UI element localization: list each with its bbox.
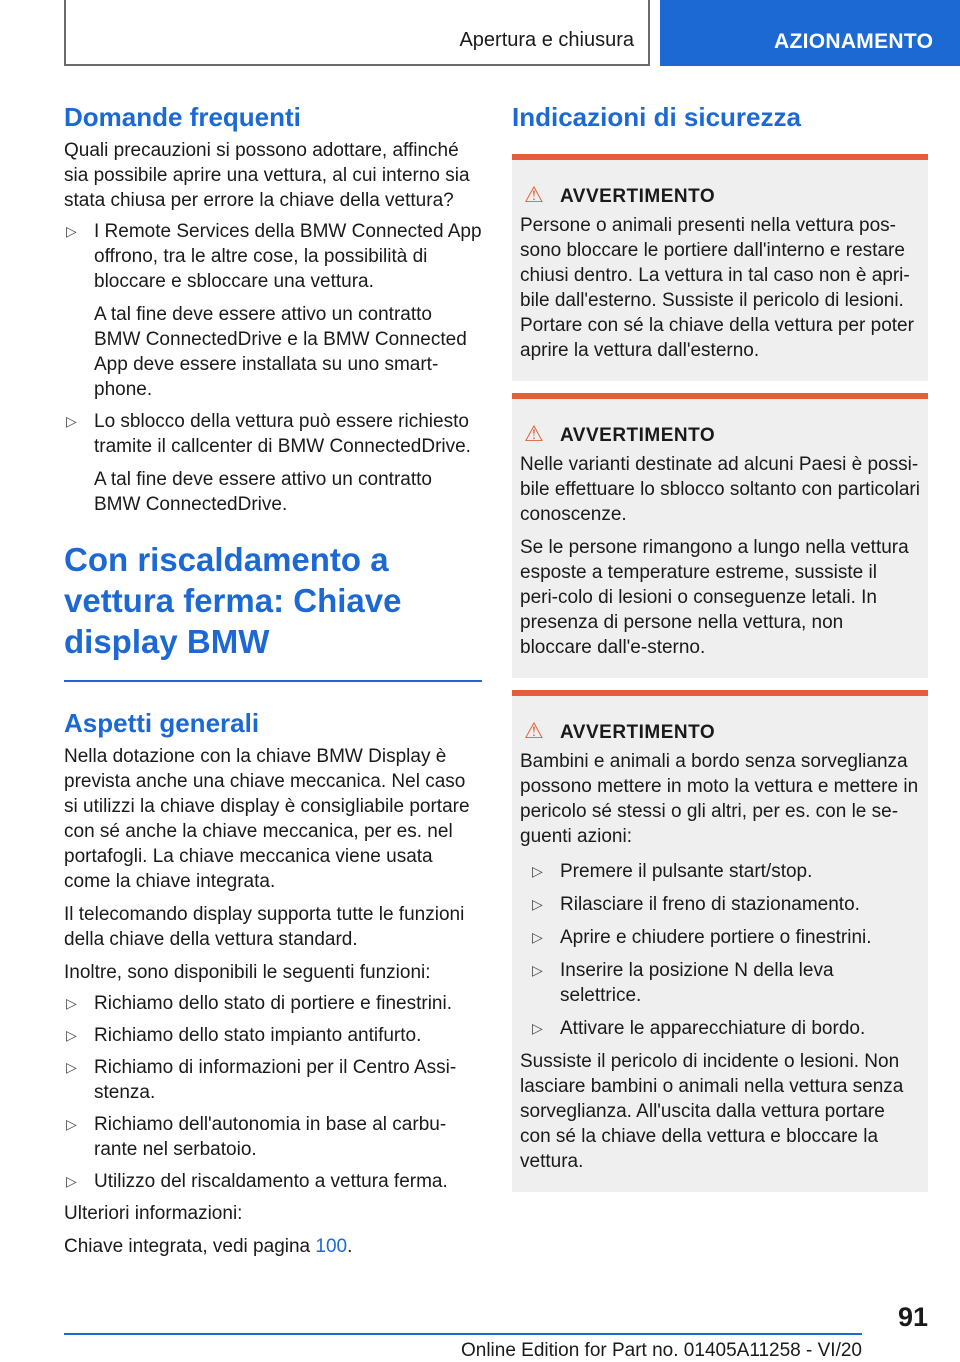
list-item: ▷ Premere il pulsante start/stop. [532,861,813,882]
warning-text: Sussiste il pericolo di incidente o lesioni. Non lasciare bambini o animali nella vettura senza sorveglianza. All'uscita dalla vettura portare con sé la chiave della vettura e bloccare la vettura. [520,1051,904,1172]
general-paragraph: Il telecomando display supporta tutte le funzioni della chiave della vettura standard. [64,904,465,950]
chapter-tab[interactable]: AZIONAMENTO [660,0,960,66]
triangle-bullet-icon: ▷ [532,863,543,879]
triangle-bullet-icon: ▷ [532,1020,543,1036]
header-frame [64,0,650,66]
footer-divider [64,1333,862,1335]
triangle-bullet-icon: ▷ [532,896,543,912]
warning-title: ⚠ AVVERTIMENTO [524,421,716,446]
list-item: ▷ Richiamo dello stato impianto antifurto. [66,1025,422,1046]
faq-answer: I Remote Services della BMW Connected App offrono, tra le altre cose, la possibilità di bloccare e sbloccare una vettura. [94,221,482,292]
display-key-heading: Con riscaldamento a vettura ferma: Chiave display BMW [64,541,402,660]
list-item: ▷ Richiamo dell'autonomia in base al carbu-rante nel serbatoio. [66,1114,447,1160]
list-item: ▷ Aprire e chiudere portiere o finestrini. [532,927,872,948]
page-reference: Chiave integrata, vedi pagina 100. [64,1236,353,1257]
triangle-bullet-icon: ▷ [66,1173,77,1189]
general-paragraph: Inoltre, sono disponibili le seguenti funzioni: [64,962,431,983]
warning-box [512,393,928,678]
faq-answer: Lo sblocco della vettura può essere richiesto tramite il callcenter di BMW ConnectedDrive. [94,411,471,457]
list-item: ▷ Attivare le apparecchiature di bordo. [532,1018,866,1039]
list-item: ▷ Rilasciare il freno di stazionamento. [532,894,860,915]
list-item: ▷ Utilizzo del riscaldamento a vettura ferma. [66,1171,448,1192]
faq-list [64,219,482,517]
triangle-bullet-icon: ▷ [532,929,543,945]
triangle-bullet-icon: ▷ [66,995,77,1011]
list-item: ▷ Richiamo di informazioni per il Centro Assi-stenza. [66,1057,457,1103]
general-paragraph: Nella dotazione con la chiave BMW Display è prevista anche una chiave meccanica. Nel caso si utilizzi la chiave display è consigliabile portare con sé anche la chiave meccanica, per es. nel portafogli. La chiave meccanica viene usata come la chiave integrata. [64,746,470,892]
triangle-bullet-icon: ▷ [66,1027,77,1043]
warning-text: Nelle varianti destinate ad alcuni Paesi è possi-bile effettuare lo sblocco soltanto con particolari conoscenze. [520,454,920,525]
faq-question: Quali precauzioni si possono adottare, affinché sia possibile aprire una vettura, al cui interno sia stata chiusa per errore la chiave della vettura? [64,140,470,211]
page-number: 91 [897,1302,928,1332]
warning-triangle-icon: ⚠ [524,421,545,446]
triangle-bullet-icon: ▷ [66,413,77,429]
warning-text: Bambini e animali a bordo senza sorveglianza possono mettere in moto la vettura e mettere in pericolo sé stessi o gli altri, per es. con le se-guenti azioni: [520,751,919,847]
triangle-bullet-icon: ▷ [532,962,543,978]
warning-triangle-icon: ⚠ [524,718,545,743]
faq-note: A tal fine deve essere attivo un contratto BMW ConnectedDrive e la BMW Connected App deve essere installata su uno smart-phone. [94,304,467,400]
left-column [64,100,482,1259]
warning-text: Se le persone rimangono a lungo nella vettura esposte a temperature estreme, sussiste il peri-colo di lesioni o conseguenze letali. In presenza di persone nella vettura, non bloccare dall'e-sterno. [520,537,909,658]
edition-note: Online Edition for Part no. 01405A11258 - VI/20 [460,1340,862,1361]
list-item [64,409,482,517]
triangle-bullet-icon: ▷ [66,223,77,239]
warning-title: ⚠ AVVERTIMENTO [524,718,716,743]
functions-list [64,991,482,1194]
warning-box [512,154,928,381]
triangle-bullet-icon: ▷ [66,1116,77,1132]
list-item: ▷ Inserire la posizione N della leva selettrice. [532,960,834,1006]
list-item: ▷ Richiamo dello stato di portiere e finestrini. [66,993,453,1014]
faq-heading: Domande frequenti [64,102,301,132]
warning-actions-list [520,859,920,1041]
safety-heading: Indicazioni di sicurezza [512,102,801,132]
triangle-bullet-icon: ▷ [66,1059,77,1075]
more-info-label: Ulteriori informazioni: [64,1203,243,1224]
heading-divider [64,680,482,682]
general-heading: Aspetti generali [64,708,260,738]
warning-box [512,690,928,1192]
list-item [64,219,482,402]
section-title: Apertura e chiusura [459,29,634,51]
page-link[interactable]: 100 [315,1236,348,1257]
faq-note: A tal fine deve essere attivo un contratto BMW ConnectedDrive. [94,469,432,515]
right-column [512,100,928,1192]
warning-title: ⚠ AVVERTIMENTO [524,182,716,207]
warning-text: Persone o animali presenti nella vettura pos-sono bloccare le portiere dall'interno e restare chiusi dentro. La vettura in tal caso non è apri-bile dall'esterno. Sussiste il pericolo di lesioni. Portare con sé la chiave della vettura per poter aprire la vettura dall'esterno. [520,215,914,361]
warning-triangle-icon: ⚠ [524,182,545,207]
